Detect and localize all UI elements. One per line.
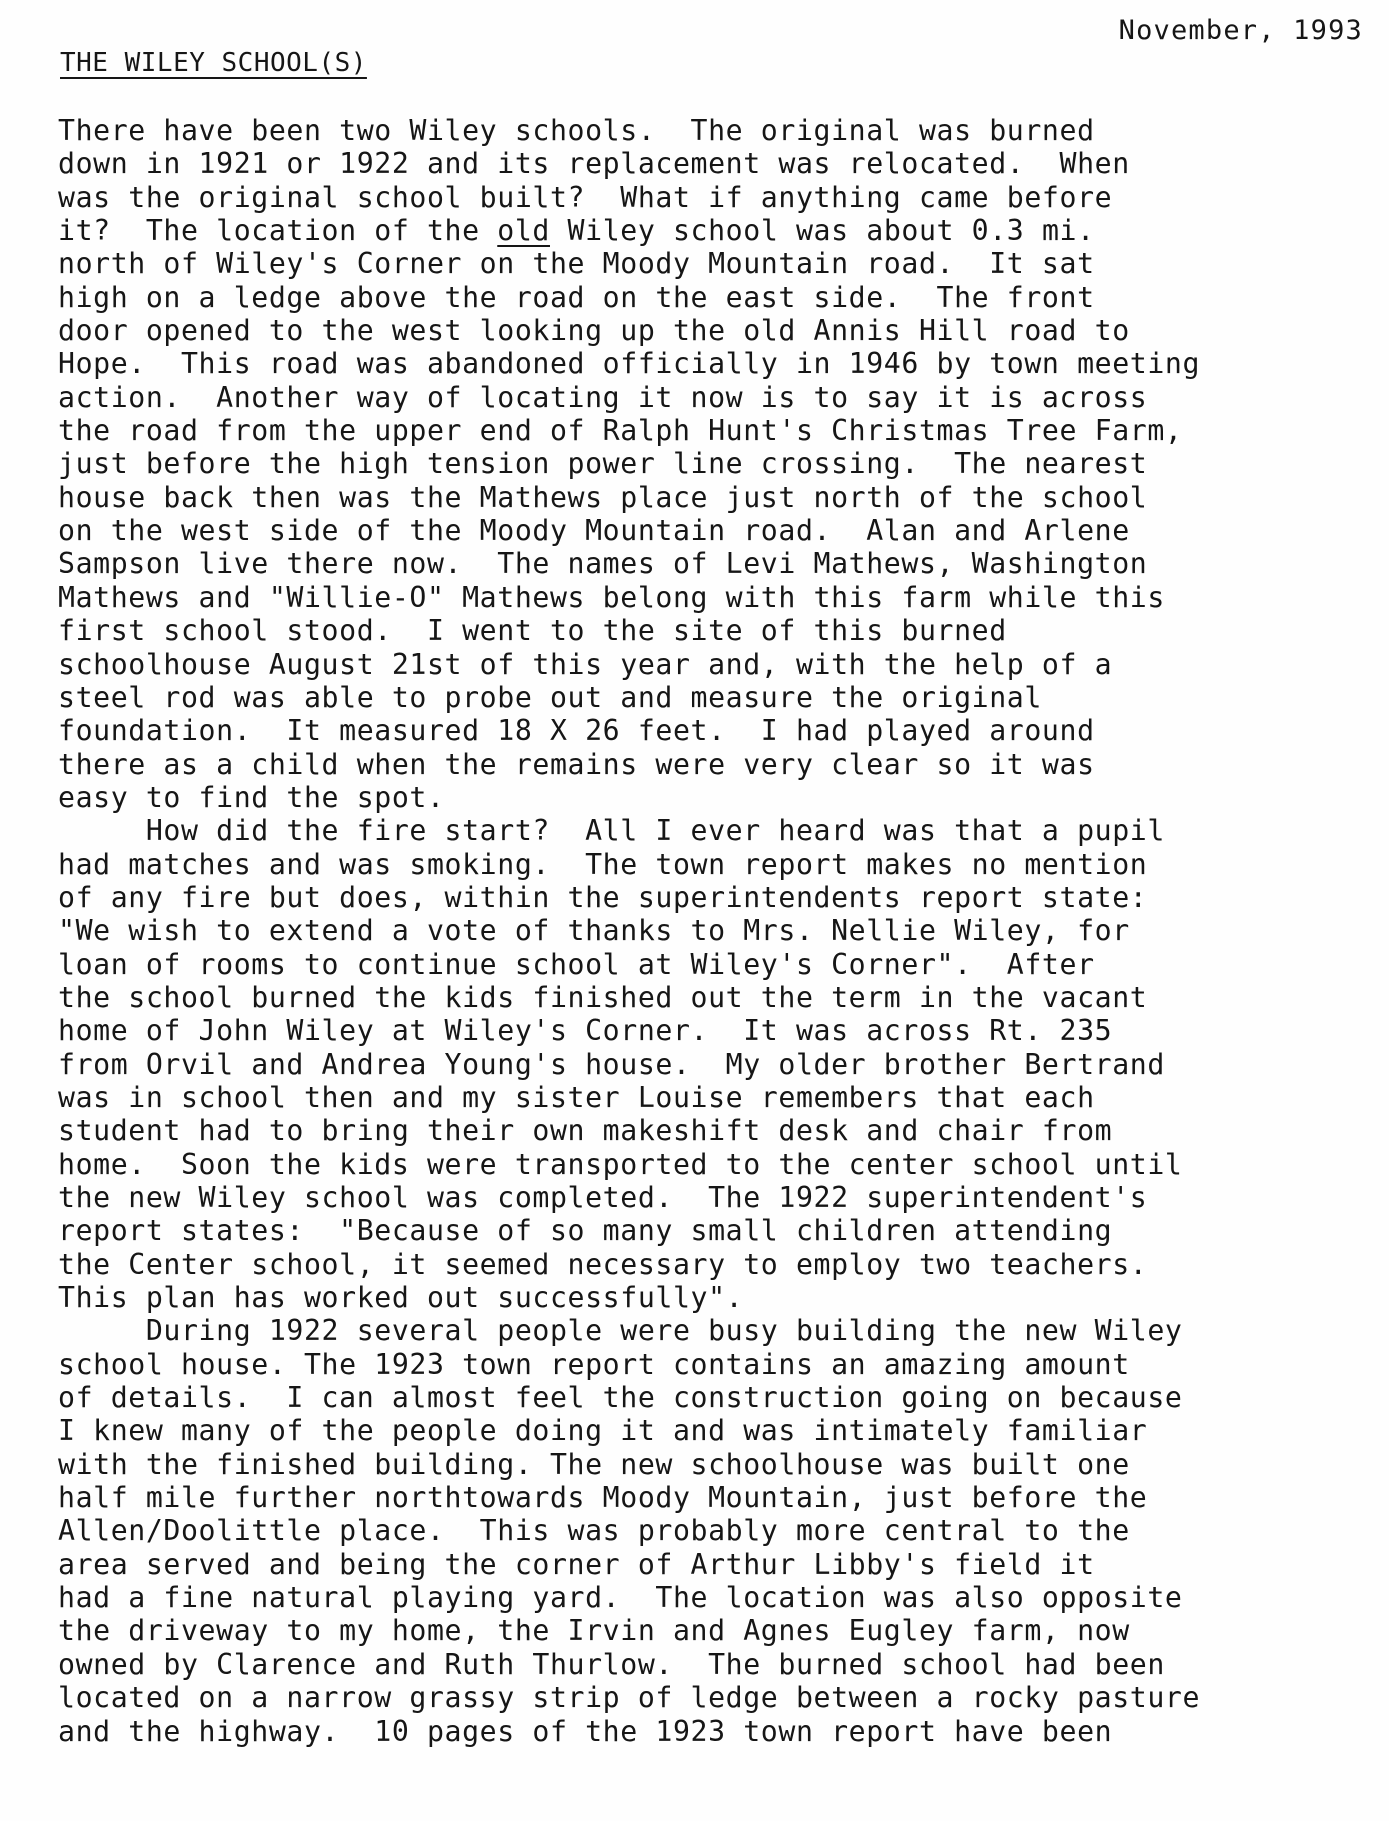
text-line: home of John Wiley at Wiley's Corner. It was across Rt. 235: [58, 1014, 1113, 1048]
text-line: the school burned the kids finished out the term in the vacant: [58, 980, 1148, 1014]
text-line: had a fine natural playing yard. The location was also opposite: [58, 1581, 1183, 1615]
text-line: had matches and was smoking. The town report makes no mention: [58, 847, 1148, 881]
text-line: of details. I can almost feel the construction going on because: [58, 1381, 1183, 1415]
text-line: student had to bring their own makeshift desk and chair from: [58, 1114, 1113, 1148]
text-line: Hope. This road was abandoned officially in 1946 by town meeting: [58, 347, 1201, 381]
text-line: and the highway. 10 pages of the 1923 town report have been: [58, 1714, 1113, 1748]
underlined-word: old: [497, 214, 550, 248]
text-line: action. Another way of locating it now is to say it is across: [58, 380, 1148, 414]
text-line: the Center school, it seemed necessary to employ two teachers.: [58, 1247, 1148, 1281]
text-line: door opened to the west looking up the old Annis Hill road to: [58, 314, 1130, 348]
text-line: the new Wiley school was completed. The 1922 superintendent's: [58, 1181, 1148, 1214]
text-line: first school stood. I went to the site of this burned: [58, 614, 1007, 648]
text-line: school house. The 1923 town report contains an amazing amount: [58, 1347, 1130, 1381]
text-line: located on a narrow grassy strip of ledge between a rocky pasture: [58, 1681, 1201, 1715]
text-line: Allen/Doolittle place. This was probably more central to the: [58, 1514, 1130, 1548]
text-line: easy to find the spot.: [58, 780, 445, 814]
body-text: [58, 114, 1200, 1748]
text-line: foundation. It measured 18 X 26 feet. I had played around: [58, 714, 1095, 748]
text-line: was in school then and my sister Louise remembers that each: [58, 1080, 1095, 1114]
document-date: November, 1993: [1118, 15, 1363, 46]
text-line: half mile further northtowards Moody Mountain, just before the: [58, 1481, 1148, 1515]
text-line: Mathews and "Willie-O" Mathews belong with this farm while this: [58, 580, 1165, 614]
text-line: I knew many of the people doing it and was intimately familiar: [58, 1414, 1148, 1448]
text-line: north of Wiley's Corner on the Moody Mountain road. It sat: [58, 247, 1095, 281]
text-line: the road from the upper end of Ralph Hunt's Christmas Tree Farm,: [58, 414, 1183, 448]
text-line: How did the fire start? All I ever heard was that a pupil: [58, 814, 1165, 848]
text-line: "We wish to extend a vote of thanks to Mrs. Nellie Wiley, for: [58, 914, 1130, 948]
text-line: high on a ledge above the road on the east side. The front: [58, 280, 1095, 314]
text-line: the driveway to my home, the Irvin and Agnes Eugley farm, now: [58, 1614, 1130, 1648]
text-line: This plan has worked out successfully".: [58, 1281, 744, 1315]
text-line: area served and being the corner of Arthur Libby's field it: [58, 1547, 1095, 1581]
text-line: schoolhouse August 21st of this year and, with the help of a: [58, 647, 1113, 681]
text-line: There have been two Wiley schools. The original was burned: [58, 114, 1095, 147]
text-line: on the west side of the Moody Mountain road. Alan and Arlene: [58, 514, 1130, 548]
text-line: report states: "Because of so many small children attending: [58, 1214, 1113, 1248]
text-line: Sampson live there now. The names of Levi Mathews, Washington: [58, 547, 1148, 581]
text-line: it? The location of the old Wiley school was about 0.3 mi.: [58, 214, 1095, 248]
text-line: steel rod was able to probe out and measure the original: [58, 680, 1042, 714]
text-line: with the finished building. The new schoolhouse was built one: [58, 1447, 1130, 1481]
text-line: house back then was the Mathews place just north of the school: [58, 480, 1148, 514]
text-line: loan of rooms to continue school at Wiley's Corner". After: [58, 947, 1095, 981]
text-line: owned by Clarence and Ruth Thurlow. The burned school had been: [58, 1647, 1165, 1681]
text-line: down in 1921 or 1922 and its replacement was relocated. When: [58, 147, 1130, 181]
text-line: During 1922 several people were busy building the new Wiley: [58, 1314, 1183, 1348]
text-line: home. Soon the kids were transported to the center school until: [58, 1147, 1183, 1181]
text-line: there as a child when the remains were very clear so it was: [58, 747, 1095, 781]
text-line: of any fire but does, within the superintendents report state:: [58, 880, 1148, 914]
document-title: THE WILEY SCHOOL(S): [60, 48, 367, 78]
text-line: from Orvil and Andrea Young's house. My older brother Bertrand: [58, 1047, 1165, 1081]
text-line: was the original school built? What if anything came before: [58, 180, 1113, 214]
text-line: just before the high tension power line crossing. The nearest: [58, 447, 1148, 481]
